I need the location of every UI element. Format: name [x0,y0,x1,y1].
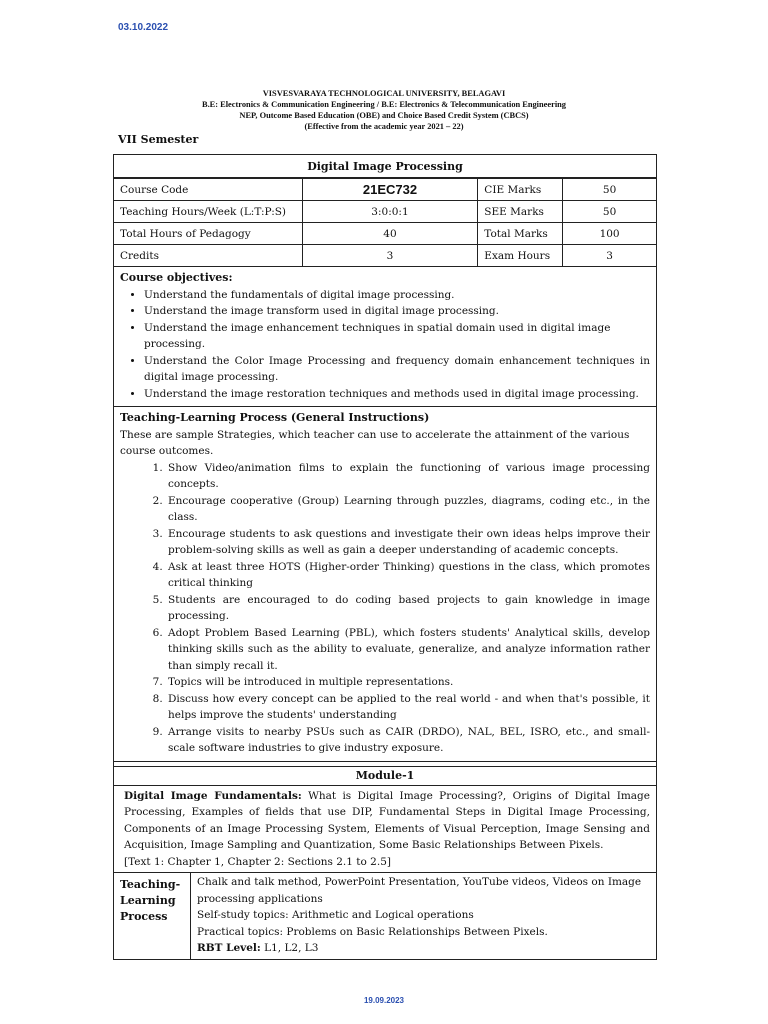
list-item: 3. Encourage students to ask questions and investigate their own ideas helps improve their problem-solving skills as well as gain a deeper understanding of academic concepts. [166,526,650,559]
tlp-list [120,460,650,757]
objectives-list [120,287,650,403]
university-header [0,88,768,132]
header-line-1: VISVESVARAYA TECHNOLOGICAL UNIVERSITY, BELAGAVI [262,89,506,98]
teaching-learning-section [113,407,657,762]
exam-hours-value: 3 [563,245,657,267]
list-item: 6. Adopt Problem Based Learning (PBL), which fosters students' Analytical skills, develop thinking skills such as the ability to evaluate, generalize, and analyze information rather than simply recall it. [166,625,650,675]
module-1-section [113,786,657,960]
cie-marks-value: 50 [563,179,657,201]
list-item: • Understand the image restoration techniques and methods used in digital image processing. [144,386,650,403]
syllabus-document [113,154,657,960]
header-line-2: B.E: Electronics & Communication Engineering / B.E: Electronics & Telecommunication Engineering [202,100,566,109]
total-marks-label: Total Marks [478,223,563,245]
list-item: 4. Ask at least three HOTS (Higher-order Thinking) questions in the class, which promotes critical thinking [166,559,650,592]
module-1-topics: What is Digital Image Processing?, Origins of Digital Image Processing, Examples of fields that use DIP, Fundamental Steps in Digital Image Processing, Components of an Image Processing System, Elements of Visual Perception, Image Sensing and Acquisition, Image Sampling and Quantization, Some Basic Relationships Between Pixels. [124,789,650,851]
module-1-text-reference: [Text 1: Chapter 1, Chapter 2: Sections 2.1 to 2.5] [124,855,391,868]
rbt-level-label: RBT Level: [197,942,261,954]
course-title: Digital Image Processing [113,154,657,178]
list-item: 7. Topics will be introduced in multiple representations. [166,674,650,691]
see-marks-value: 50 [563,201,657,223]
header-line-4: (Effective from the academic year 2021 – 22) [304,122,464,131]
module-1-body [114,786,656,873]
tlp-intro: These are sample Strategies, which teacher can use to accelerate the attainment of the various course outcomes. [120,428,630,457]
module-1-tlp-label: Teaching-Learning Process [114,873,191,959]
pedagogy-hours-value: 40 [302,223,478,245]
practical-topics: Practical topics: Problems on Basic Relationships Between Pixels. [197,925,548,938]
semester-label: VII Semester [118,133,199,146]
header-line-3: NEP, Outcome Based Education (OBE) and Choice Based Credit System (CBCS) [239,111,529,120]
rbt-level [197,940,650,957]
list-item: • Understand the image transform used in digital image processing. [144,303,650,320]
list-item: • Understand the image enhancement techniques in spatial domain used in digital image processing. [144,320,650,353]
course-objectives-section [113,267,657,407]
top-date: 03.10.2022 [118,22,169,33]
table-row [114,201,657,223]
module-1-tlp-row [114,872,656,959]
list-item: 9. Arrange visits to nearby PSUs such as CAIR (DRDO), NAL, BEL, ISRO, etc., and small-scale software industries to give industry exposure. [166,724,650,757]
list-item: • Understand the Color Image Processing and frequency domain enhancement techniques in digital image processing. [144,353,650,386]
module-1-tlp-content [191,873,656,959]
bottom-date: 19.09.2023 [363,996,405,1005]
credits-value: 3 [302,245,478,267]
table-row [114,245,657,267]
cie-marks-label: CIE Marks [478,179,563,201]
self-study-topics: Self-study topics: Arithmetic and Logical operations [197,909,474,921]
exam-hours-label: Exam Hours [478,245,563,267]
tlp-title: Teaching-Learning Process (General Instructions) [120,411,430,424]
objectives-title: Course objectives: [120,271,233,284]
list-item: • Understand the fundamentals of digital image processing. [144,287,650,304]
pedagogy-hours-label: Total Hours of Pedagogy [114,223,303,245]
credits-label: Credits [114,245,303,267]
teaching-hours-value: 3:0:0:1 [302,201,478,223]
course-code-label: Course Code [114,179,303,201]
list-item: 5. Students are encouraged to do coding based projects to gain knowledge in image processing. [166,592,650,625]
list-item: 1. Show Video/animation films to explain the functioning of various image processing concepts. [166,460,650,493]
tlp-method: Chalk and talk method, PowerPoint Presentation, YouTube videos, Videos on Image processing applications [197,876,642,905]
teaching-hours-label: Teaching Hours/Week (L:T:P:S) [114,201,303,223]
module-1-title: Module-1 [113,767,657,786]
total-marks-value: 100 [563,223,657,245]
course-code-value: 21EC732 [302,179,478,201]
see-marks-label: SEE Marks [478,201,563,223]
list-item: 2. Encourage cooperative (Group) Learning through puzzles, diagrams, coding etc., in the class. [166,493,650,526]
rbt-level-value: L1, L2, L3 [260,942,319,954]
table-row [114,179,657,201]
list-item: 8. Discuss how every concept can be applied to the real world - and when that's possible, it helps improve the students' understanding [166,691,650,724]
module-1-heading: Digital Image Fundamentals: [124,789,302,802]
course-info-table [113,178,657,267]
table-row [114,223,657,245]
